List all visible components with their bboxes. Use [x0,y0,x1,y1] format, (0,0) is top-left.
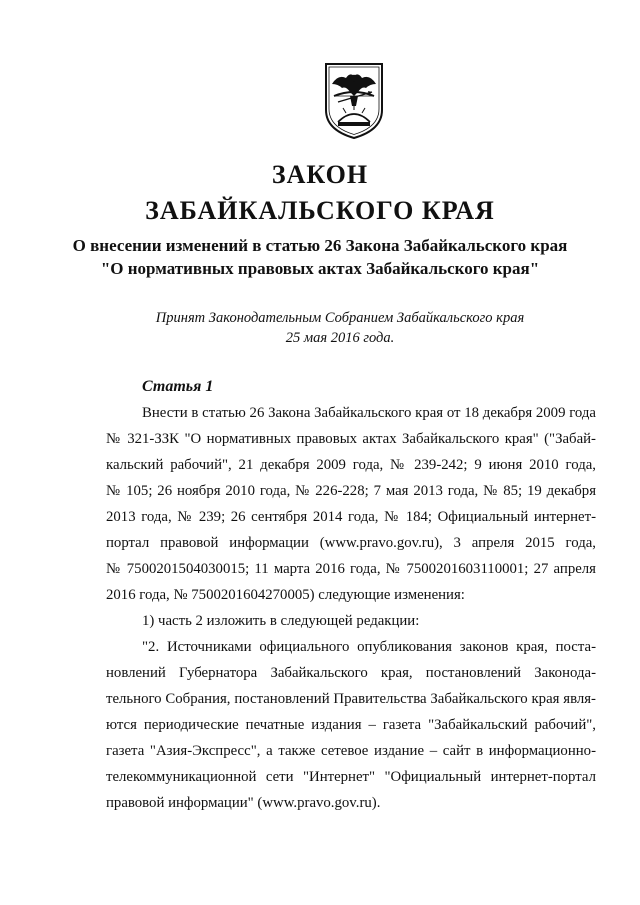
quoted-text-line: правовой информации" (www.pravo.gov.ru). [106,795,381,811]
adoption-date: 25 мая 2016 года. [285,330,395,346]
quoted-text-line: телекоммуникационной сети "Интернет" "Официальный интернет-портал [106,769,596,785]
quoted-text-line: газета "Азия-Экспресс", а также сетевое издание – сайт в информационно- [106,743,596,759]
article-text-line: 2016 года, № 7500201604270005) следующие изменения: [106,587,465,603]
law-subject-line-2: "О нормативных правовых актах Забайкальского края" [100,259,540,278]
quoted-text-line: новлений Губернатора Забайкальского края, постановлений Законода- [106,665,596,681]
article-text-line: 2013 года, № 239; 26 сентября 2014 года, № 184; Официальный интернет- [106,509,596,525]
quoted-text-line: ются периодические печатные издания – газета "Забайкальский рабочий", [106,717,596,733]
article-text-line: кальский рабочий", 21 декабря 2009 года, № 239-242; 9 июня 2010 года, [106,457,596,473]
quoted-text-line: "2. Источниками официального опубликования законов края, поста- [142,639,596,655]
law-region-title: ЗАБАЙКАЛЬСКОГО КРАЯ [145,196,495,225]
article-text-line: № 7500201504030015; 11 марта 2016 года, № 7500201603110001; 27 апреля [106,561,596,577]
quoted-text-line: тельного Собрания, постановлений Правительства Забайкальского края явля- [106,691,596,707]
law-subject-line-1: О внесении изменений в статью 26 Закона Забайкальского края [72,236,568,255]
adoption-note-line-1: Принят Законодательным Собранием Забайкальского края [155,310,525,326]
amendment-item: 1) часть 2 изложить в следующей редакции: [142,613,420,629]
article-text-line: № 105; 26 ноября 2010 года, № 226-228; 7 мая 2013 года, № 85; 19 декабря [106,483,596,499]
law-title: ЗАКОН [271,160,369,189]
article-text-line: портал правовой информации (www.pravo.gov.ru), 3 апреля 2015 года, [106,535,596,551]
coat-of-arms-emblem [324,62,384,140]
article-text-line: Внести в статью 26 Закона Забайкальского края от 18 декабря 2009 года [142,405,596,421]
article-text-line: № 321-ЗЗК "О нормативных правовых актах Забайкальского края" ("Забай- [106,431,596,447]
article-heading: Статья 1 [142,378,214,395]
